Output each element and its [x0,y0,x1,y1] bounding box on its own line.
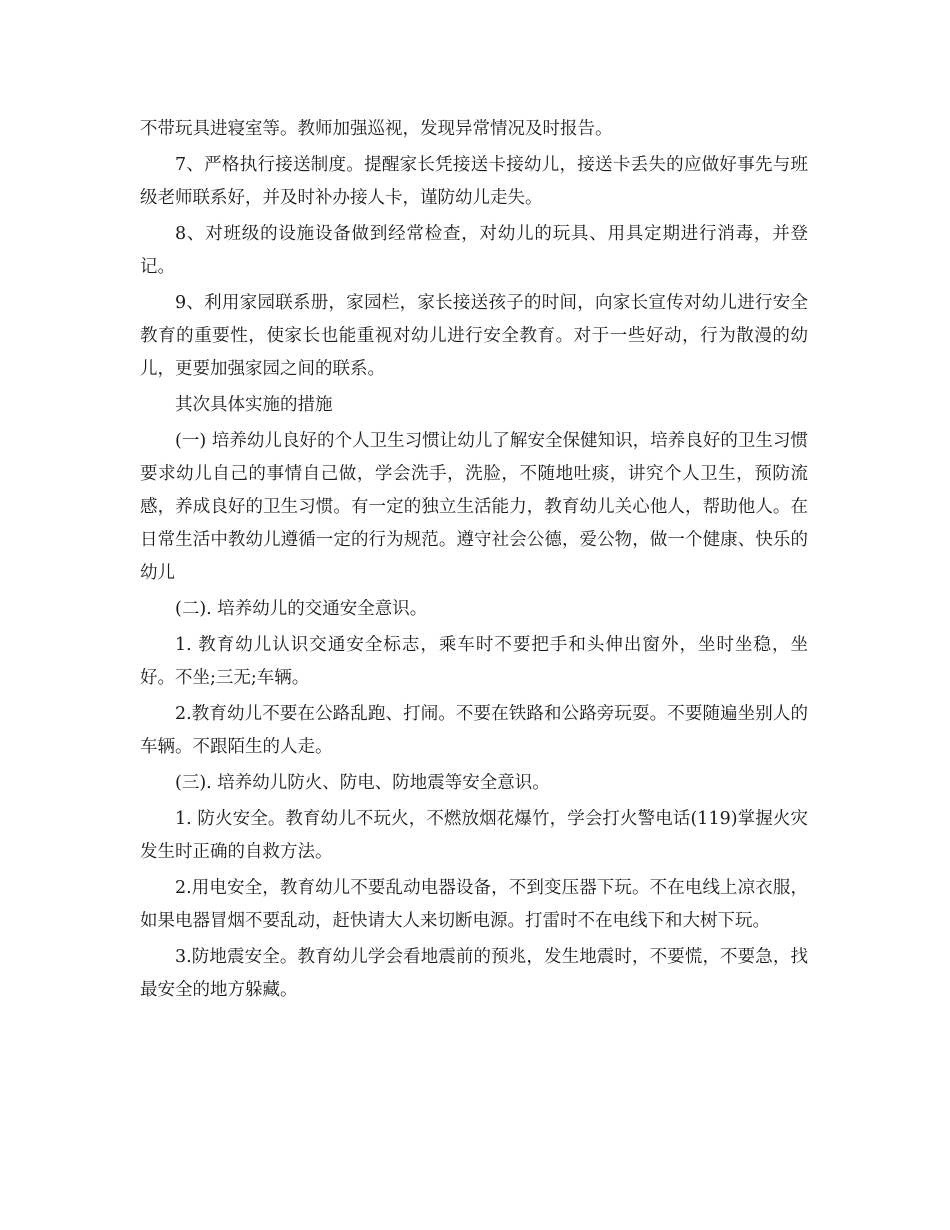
paragraph-item-9: 9、利用家园联系册，家园栏，家长接送孩子的时间，向家长宣传对幼儿进行安全教育的重要性，使家长也能重视对幼儿进行安全教育。对于一些好动，行为散漫的幼儿，更要加强家园之间的联系。 [140,293,808,379]
section-heading-traffic: (二). 培养幼儿的交通安全意识。 [175,599,428,619]
paragraph-electric-safety: 2.用电安全，教育幼儿不要乱动电器设备，不到变压器下玩。不在电线上凉衣服，如果电器冒烟不要乱动，赶快请大人来切断电源。打雷时不在电线下和大树下玩。 [140,878,808,931]
paragraph-hygiene: (一) 培养幼儿良好的个人卫生习惯让幼儿了解安全保健知识，培养良好的卫生习惯要求幼儿自己的事情自己做，学会洗手，洗脸，不随地吐痰，讲究个人卫生，预防流感，养成良好的卫生习惯。有一定的独立生活能力，教育幼儿关心他人，帮助他人。在日常生活中教幼儿遵循一定的行为规范。遵守社会公德，爱公物，做一个健康、快乐的幼儿 [140,431,808,583]
paragraph-item-7: 7、严格执行接送制度。提醒家长凭接送卡接幼儿，接送卡丢失的应做好事先与班级老师联系好，并及时补办接人卡，谨防幼儿走失。 [140,155,808,208]
document-body [140,113,808,1010]
section-heading-measures: 其次具体实施的措施 [175,395,333,415]
paragraph-earthquake-safety: 3.防地震安全。教育幼儿学会看地震前的预兆，发生地震时，不要慌，不要急，找最安全的地方躲藏。 [140,947,808,1000]
section-heading-fire-electric-earthquake: (三). 培养幼儿防火、防电、防地震等安全意识。 [175,773,550,793]
paragraph-traffic-2: 2.教育幼儿不要在公路乱跑、打闹。不要在铁路和公路旁玩耍。不要随遍坐别人的车辆。不跟陌生的人走。 [140,704,808,757]
paragraph-fire-safety: 1. 防火安全。教育幼儿不玩火，不燃放烟花爆竹，学会打火警电话(119)掌握火灾发生时正确的自救方法。 [140,809,808,862]
paragraph-traffic-1: 1. 教育幼儿认识交通安全标志，乘车时不要把手和头伸出窗外，坐时坐稳，坐好。不坐;三无;车辆。 [140,635,808,688]
paragraph-item-8: 8、对班级的设施设备做到经常检查，对幼儿的玩具、用具定期进行消毒，并登记。 [140,224,808,277]
paragraph-continuation: 不带玩具进寝室等。教师加强巡视，发现异常情况及时报告。 [140,119,613,139]
